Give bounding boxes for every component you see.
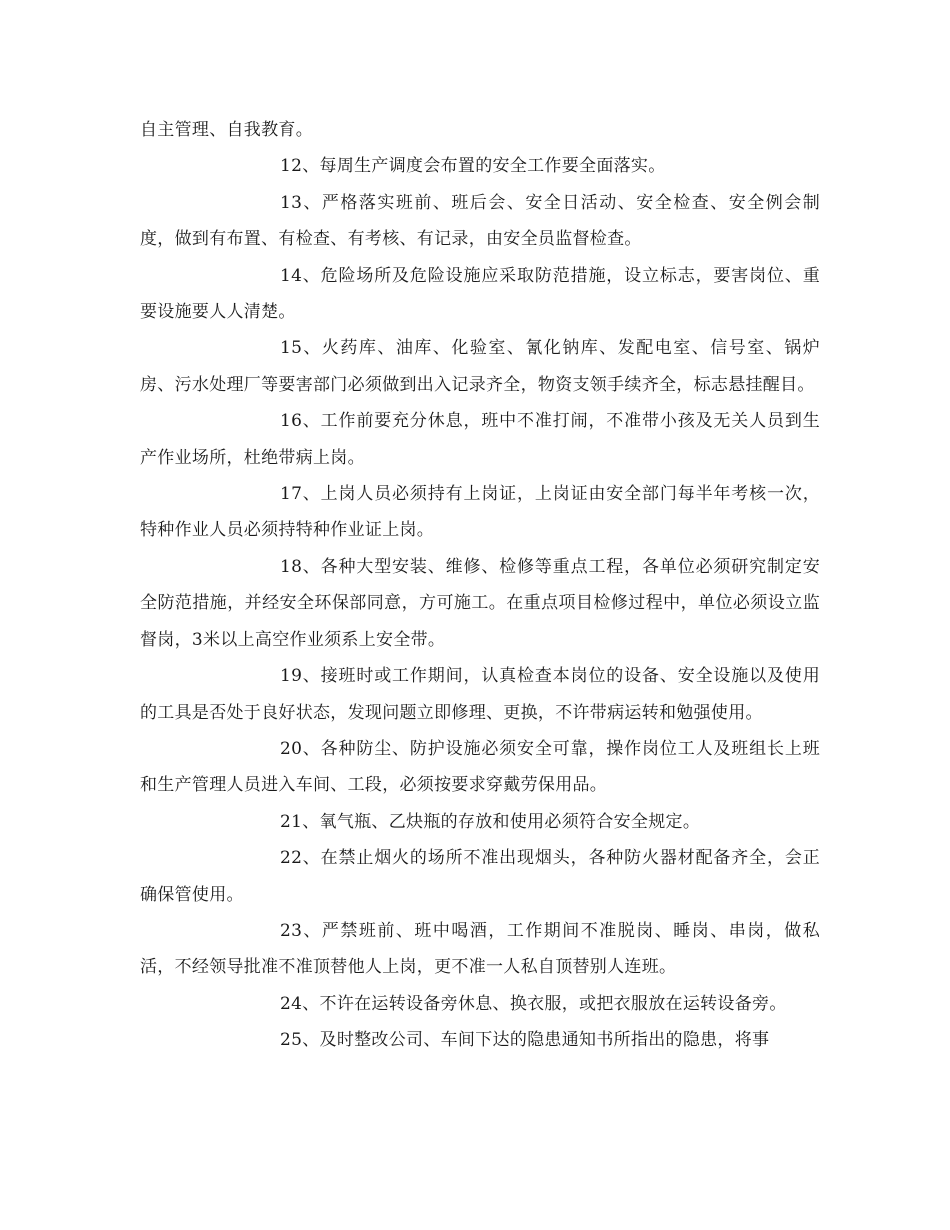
paragraph-item-12: 12、每周生产调度会布置的安全工作要全面落实。 <box>280 156 666 177</box>
paragraph-item-19: 19、接班时或工作期间，认真检查本岗位的设备、安全设施以及使用的工具是否处于良好状态，发现问题立即修理、更换，不许带病运转和勉强使用。 <box>140 666 820 723</box>
paragraph-item-20: 20、各种防尘、防护设施必须安全可靠，操作岗位工人及班组长上班和生产管理人员进入车间、工段，必须按要求穿戴劳保用品。 <box>140 738 820 796</box>
paragraph-item-23: 23、严禁班前、班中喝酒，工作期间不准脱岗、睡岗、串岗，做私活，不经领导批准不准顶替他人上岗，更不准一人私自顶替别人连班。 <box>140 920 820 978</box>
paragraph-item-15: 15、火药库、油库、化验室、氰化钠库、发配电室、信号室、锅炉房、污水处理厂等要害部门必须做到出入记录齐全，物资支领手续齐全，标志悬挂醒目。 <box>140 338 820 395</box>
paragraph-item-13: 13、严格落实班前、班后会、安全日活动、安全检查、安全例会制度，做到有布置、有检查、有考核、有记录，由安全员监督检查。 <box>140 192 820 250</box>
paragraph-item-22: 22、在禁止烟火的场所不准出现烟头，各种防火器材配备齐全，会正确保管使用。 <box>140 848 820 905</box>
paragraph-item-21: 21、氧气瓶、乙炔瓶的存放和使用必须符合安全规定。 <box>280 811 701 832</box>
paragraph-item-25: 25、及时整改公司、车间下达的隐患通知书所指出的隐患，将事 <box>280 1030 770 1051</box>
paragraph-continuation: 自主管理、自我教育。 <box>140 120 313 140</box>
paragraph-item-14: 14、危险场所及危险设施应采取防范措施，设立标志，要害岗位、重要设施要人人清楚。 <box>140 265 820 323</box>
paragraph-item-17: 17、上岗人员必须持有上岗证，上岗证由安全部门每半年考核一次，特种作业人员必须持特种作业证上岗。 <box>140 484 820 541</box>
paragraph-item-16: 16、工作前要充分休息，班中不准打闹，不准带小孩及无关人员到生产作业场所，杜绝带病上岗。 <box>140 411 820 468</box>
paragraph-item-18: 18、各种大型安装、维修、检修等重点工程，各单位必须研究制定安全防范措施，并经安全环保部同意，方可施工。在重点项目检修过程中，单位必须设立监督岗，3米以上高空作业须系上安全带。 <box>140 556 820 650</box>
paragraph-item-24: 24、不许在运转设备旁休息、换衣服，或把衣服放在运转设备旁。 <box>280 993 787 1014</box>
document-page <box>140 112 820 1059</box>
